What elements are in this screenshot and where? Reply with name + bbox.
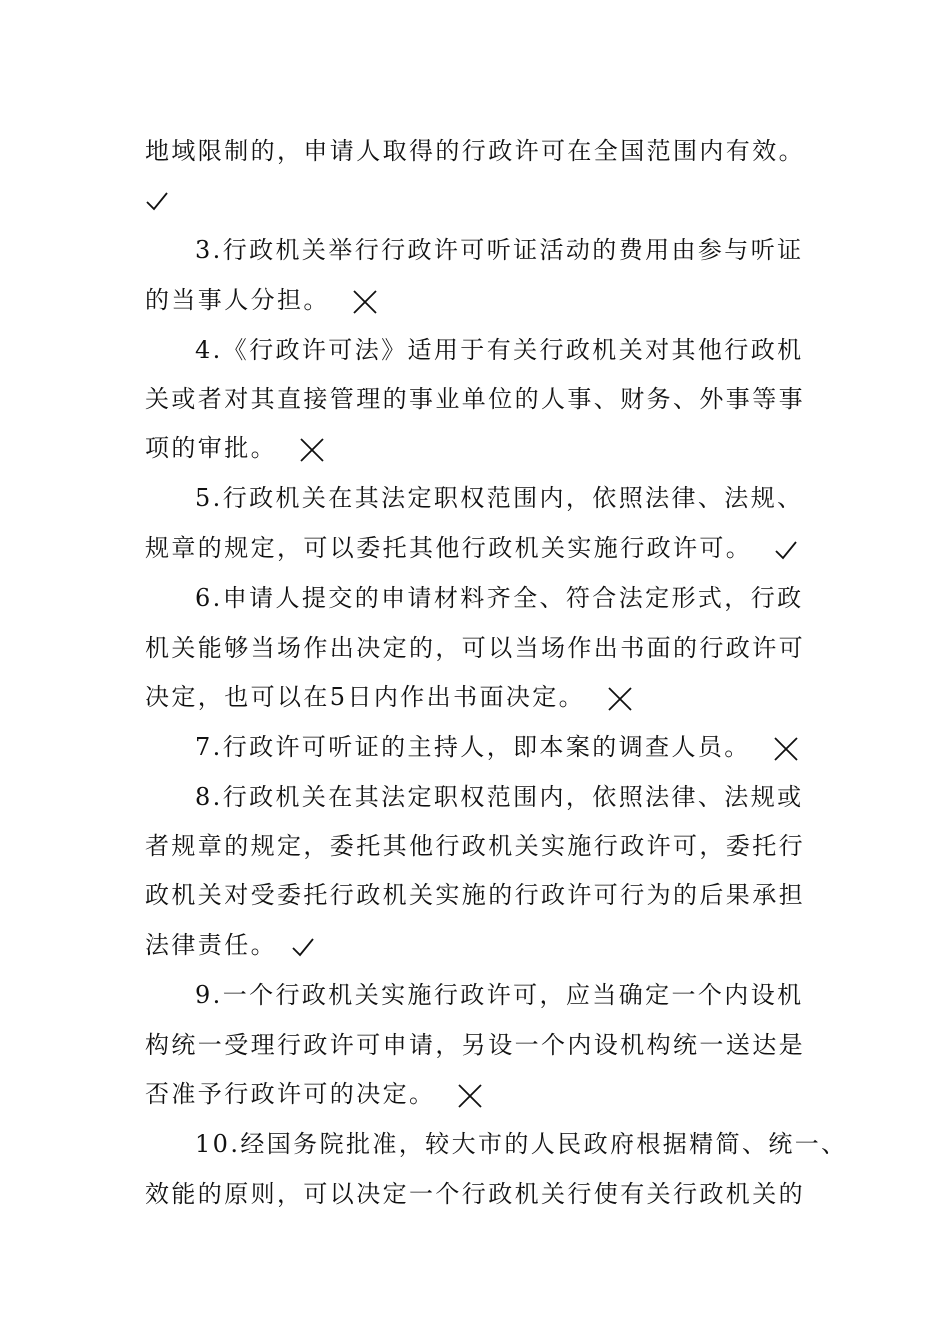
text-line: 政机关对受委托行政机关实施的行政许可行为的后果承担 <box>145 881 805 909</box>
text-line: 地域限制的，申请人取得的行政许可在全国范围内有效。 <box>145 137 805 165</box>
text-line: 项的审批。 <box>145 433 325 463</box>
cross-icon <box>352 289 378 315</box>
text-line: 构统一受理行政许可申请，另设一个内设机构统一送达是 <box>145 1031 805 1059</box>
text-line: 9.一个行政机关实施行政许可，应当确定一个内设机 <box>195 981 804 1009</box>
text-line: 10.经国务院批准，较大市的人民政府根据精简、统一、 <box>195 1130 848 1158</box>
text-line: 7.行政许可听证的主持人，即本案的调查人员。 <box>195 732 799 762</box>
check-icon <box>774 539 798 561</box>
text-line: 决定，也可以在5日内作出书面决定。 <box>145 682 633 712</box>
text-line: 否准予行政许可的决定。 <box>145 1079 483 1109</box>
cross-icon <box>773 736 799 762</box>
check-icon <box>145 190 169 212</box>
text-line: 关或者对其直接管理的事业单位的人事、财务、外事等事 <box>145 385 805 413</box>
text-line: 4.《行政许可法》适用于有关行政机关对其他行政机 <box>195 336 804 364</box>
text-line: 6.申请人提交的申请材料齐全、符合法定形式，行政 <box>195 584 804 612</box>
text-line: 5.行政机关在其法定职权范围内，依照法律、法规、 <box>195 484 804 512</box>
text-line: 机关能够当场作出决定的，可以当场作出书面的行政许可 <box>145 634 805 662</box>
text-line: 者规章的规定，委托其他行政机关实施行政许可，委托行 <box>145 832 805 860</box>
text-line: 规章的规定，可以委托其他行政机关实施行政许可。 <box>145 533 798 563</box>
cross-icon <box>457 1083 483 1109</box>
check-icon <box>291 936 315 958</box>
text-line: 法律责任。 <box>145 930 315 960</box>
cross-icon <box>299 437 325 463</box>
text-line: 8.行政机关在其法定职权范围内，依照法律、法规或 <box>195 783 804 811</box>
text-line: 的当事人分担。 <box>145 285 378 315</box>
text-line <box>145 184 169 214</box>
cross-icon <box>607 686 633 712</box>
text-line: 3.行政机关举行行政许可听证活动的费用由参与听证 <box>195 236 804 264</box>
text-line: 效能的原则，可以决定一个行政机关行使有关行政机关的 <box>145 1180 805 1208</box>
